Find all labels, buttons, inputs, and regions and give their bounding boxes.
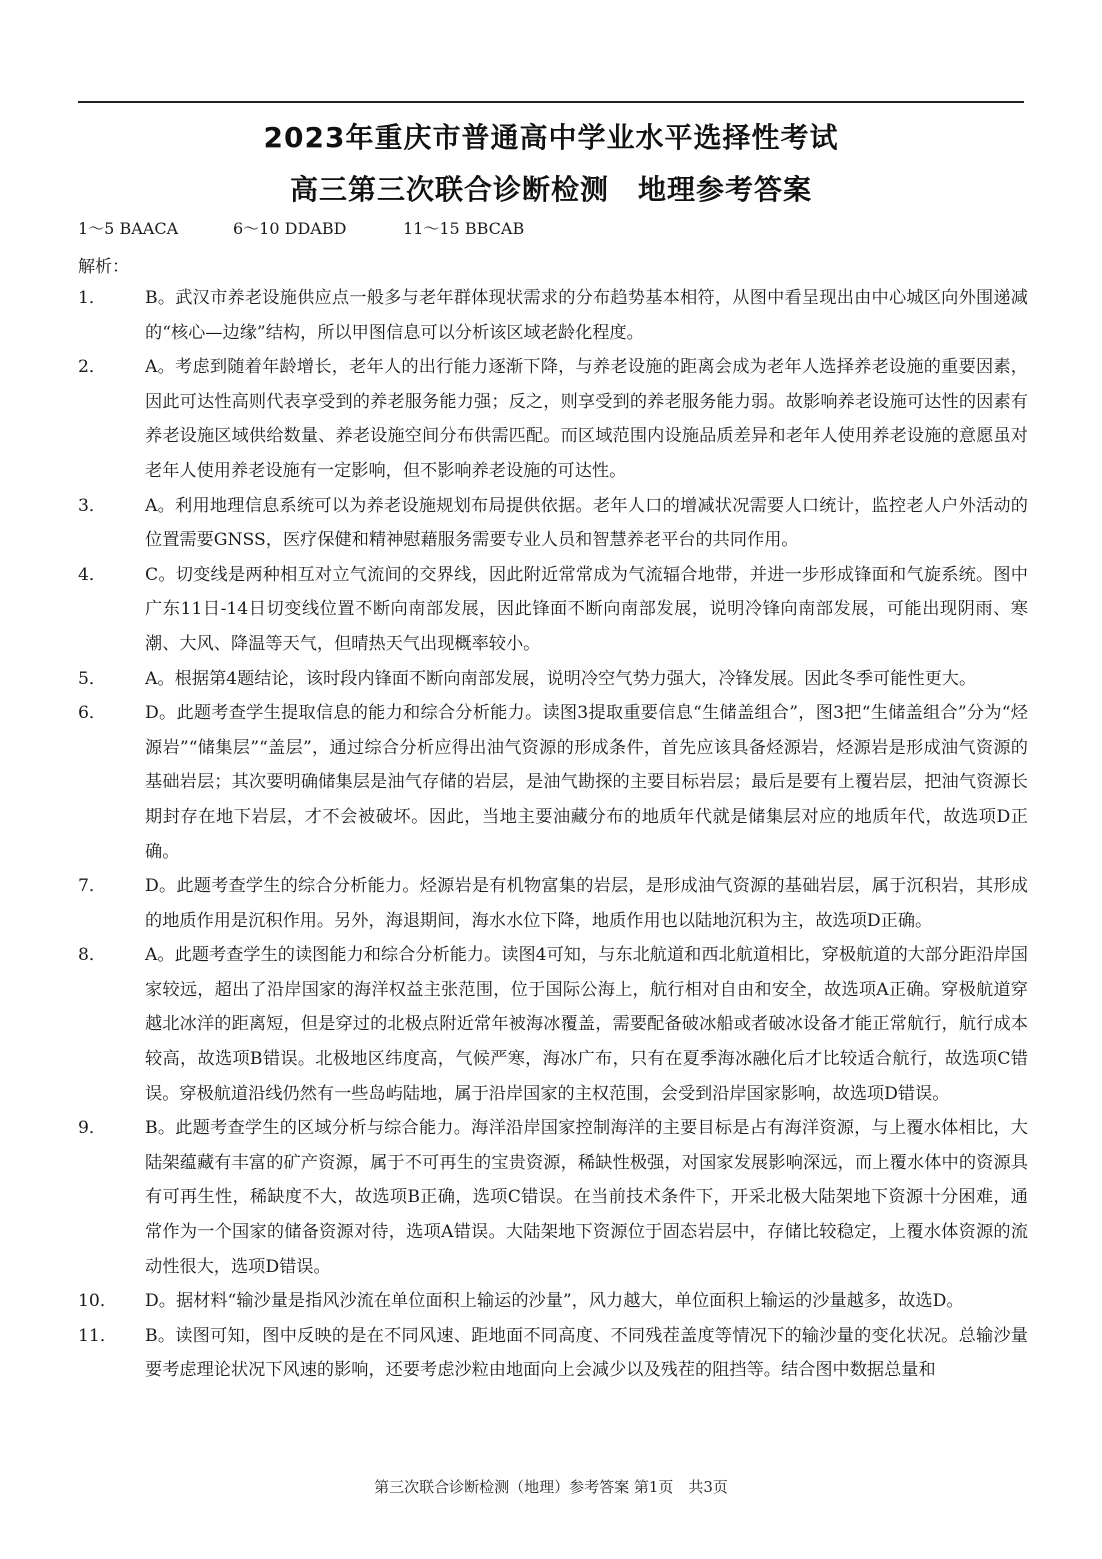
answer-letters: DDABD — [284, 219, 347, 238]
item-number: 9． — [78, 1118, 107, 1139]
answer-range: 1～5 — [78, 219, 115, 238]
item-text: B。读图可知，图中反映的是在不同风速、距地面不同高度、不同残茬盖度等情况下的输沙量的变化状况。总输沙量要考虑理论状况下风速的影响，还要考虑沙粒由地面向上会减少以及残茬的阻挡等。结合图中数据总量和 — [145, 1325, 1028, 1381]
item-number: 8． — [78, 945, 107, 966]
answer-key — [78, 216, 524, 239]
explanation-item — [78, 1111, 1028, 1284]
explanation-item — [78, 489, 1028, 558]
answer-group-2 — [233, 216, 403, 239]
explanation-item — [78, 938, 1028, 1111]
item-text: D。此题考查学生提取信息的能力和综合分析能力。读图3提取重要信息“生储盖组合”，图3把“生储盖组合”分为“烃源岩”“储集层”“盖层”，通过综合分析应得出油气资源的形成条件，首先应该具备烃源岩，烃源岩是形成油气资源的基础岩层；其次要明确储集层是油气存储的岩层，是油气勘探的主要目标岩层；最后是要有上覆岩层，把油气资源长期封存在地下岩层，才不会被破坏。因此，当地主要油藏分布的地质年代就是储集层对应的地质年代，故选项D正确。 — [145, 703, 1028, 862]
item-text: B。此题考查学生的区域分析与综合能力。海洋沿岸国家控制海洋的主要目标是占有海洋资源，与上覆水体相比，大陆架蕴藏有丰富的矿产资源，属于不可再生的宝贵资源，稀缺性极强，对国家发展影响深远，而上覆水体中的资源具有可再生性，稀缺度不大，故选项B正确，选项C错误。在当前技术条件下，开采北极大陆架地下资源十分困难，通常作为一个国家的储备资源对待，选项A错误。大陆架地下资源位于固态岩层中，存储比较稳定，上覆水体资源的流动性很大，选项D错误。 — [145, 1118, 1028, 1277]
item-text: D。据材料“输沙量是指风沙流在单位面积上输运的沙量”，风力越大，单位面积上输运的沙量越多，故选D。 — [145, 1291, 964, 1312]
page-footer: 第三次联合诊断检测（地理）参考答案 第1页 共3页 — [374, 1478, 728, 1496]
answer-group-1 — [78, 216, 233, 239]
answer-range: 11～15 — [403, 219, 460, 238]
explanation-item — [78, 1284, 1028, 1319]
item-text: B。武汉市养老设施供应点一般多与老年群体现状需求的分布趋势基本相符，从图中看呈现出由中心城区向外围递减的“核心—边缘”结构，所以甲图信息可以分析该区域老龄化程度。 — [145, 288, 1028, 343]
item-text: A。利用地理信息系统可以为养老设施规划布局提供依据。老年人口的增减状况需要人口统计，监控老人户外活动的位置需要GNSS，医疗保健和精神慰藉服务需要专业人员和智慧养老平台的共同作用。 — [145, 495, 1028, 551]
answer-range: 6～10 — [233, 219, 280, 238]
explanation-list — [78, 281, 1028, 1388]
item-number: 10． — [78, 1291, 118, 1312]
explanation-item — [78, 869, 1028, 938]
answer-group-3 — [403, 216, 524, 239]
explanation-item — [78, 558, 1028, 662]
item-text: D。此题考查学生的综合分析能力。烃源岩是有机物富集的岩层，是形成油气资源的基础岩层，属于沉积岩，其形成的地质作用是沉积作用。另外，海退期间，海水水位下降，地质作用也以陆地沉积为主，故选项D正确。 — [145, 876, 1028, 931]
explanation-item — [78, 1319, 1028, 1388]
document-title: 2023年重庆市普通高中学业水平选择性考试 — [263, 121, 839, 154]
item-text: C。切变线是两种相互对立气流间的交界线，因此附近常常成为气流辐合地带，并进一步形成锋面和气旋系统。图中广东11日-14日切变线位置不断向南部发展，因此锋面不断向南部发展，说明冷锋向南部发展，可能出现阴雨、寒潮、大风、降温等天气，但晴热天气出现概率较小。 — [145, 564, 1028, 654]
item-number: 7． — [78, 876, 107, 897]
explanation-item — [78, 281, 1028, 350]
explanation-item — [78, 662, 1028, 697]
document-subtitle: 高三第三次联合诊断检测 地理参考答案 — [289, 173, 812, 206]
explanation-item — [78, 696, 1028, 869]
answer-letters: BBCAB — [464, 219, 525, 238]
item-text: A。考虑到随着年龄增长，老年人的出行能力逐渐下降，与养老设施的距离会成为老年人选择养老设施的重要因素，因此可达性高则代表享受到的养老服务能力强；反之，则享受到的养老服务能力弱。故影响养老设施可达性的因素有养老设施区域供给数量、养老设施空间分布供需匹配。而区域范围内设施品质差异和老年人使用养老设施的意愿虽对老年人使用养老设施有一定影响，但不影响养老设施的可达性。 — [145, 357, 1028, 481]
item-text: A。此题考查学生的读图能力和综合分析能力。读图4可知，与东北航道和西北航道相比，穿极航道的大部分距沿岸国家较远，超出了沿岸国家的海洋权益主张范围，位于国际公海上，航行相对自由和安全，故选项A正确。穿极航道穿越北冰洋的距离短，但是穿过的北极点附近常年被海冰覆盖，需要配备破冰船或者破冰设备才能正常航行，航行成本较高，故选项B错误。北极地区纬度高，气候严寒，海冰广布，只有在夏季海冰融化后才比较适合航行，故选项C错误。穿极航道沿线仍然有一些岛屿陆地，属于沿岸国家的主权范围，会受到沿岸国家影响，故选项D错误。 — [145, 945, 1028, 1104]
explanation-item — [78, 350, 1028, 488]
item-number: 5． — [78, 668, 107, 689]
header-rule — [78, 101, 1024, 103]
item-number: 3． — [78, 495, 107, 516]
item-number: 2． — [78, 357, 107, 378]
item-number: 11． — [78, 1325, 118, 1346]
item-number: 4． — [78, 564, 107, 585]
analysis-heading: 解析： — [78, 257, 129, 277]
item-number: 1． — [78, 288, 107, 308]
item-text: A。根据第4题结论，该时段内锋面不断向南部发展，说明冷空气势力强大，冷锋发展。因此冬季可能性更大。 — [145, 668, 977, 689]
answer-letters: BAACA — [119, 219, 179, 238]
item-number: 6． — [78, 703, 107, 724]
